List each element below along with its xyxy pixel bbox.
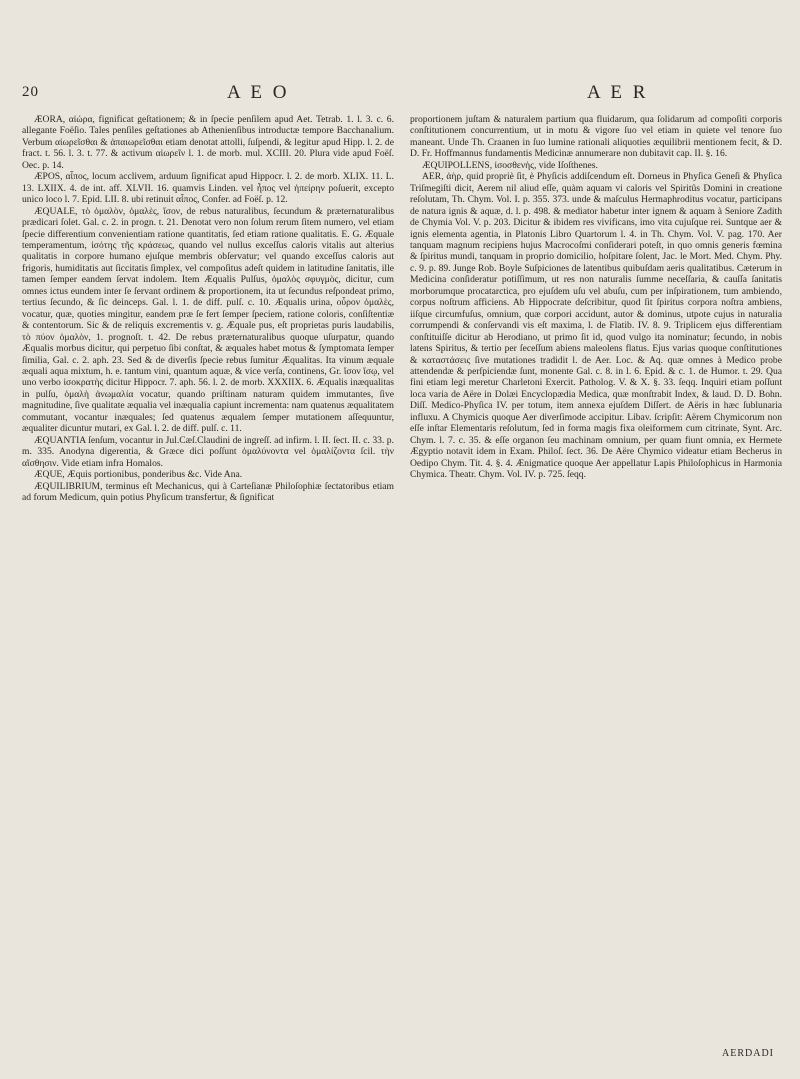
left-column: [22, 114, 394, 503]
text-columns: [22, 114, 782, 503]
entry-aeque: ÆQUE, Æquis portionibus, ponderibus &c. Vide Ana.: [34, 469, 243, 481]
page-header: [22, 82, 780, 110]
running-head-left: A E O: [227, 82, 290, 103]
entry-aequilibrium: ÆQUILIBRIUM, terminus eſt Mechanicus, qui à Carteſianæ Philoſophiæ ſectatoribus etiam ad forum Medicum, quin potius Phyſicum transfertur, & ſignificat: [22, 480, 394, 503]
entry-aer: AER, ἀὴρ, quid propriè ſit, è Phyſicis addiſcendum eſt. Dorneus in Phyſica Geneſi & Phyſica Triſmegiſti dicit, Aerem nil aliud eſſe, quàm aquam vi caloris vel Spiritûs Domini in creatione reſolutam, Th. Chym. Vol. I. p. 355. 373. unde & maſculus Hermaphroditus vocatur, participans de natura ignis & aquæ, d. l. p. 498. & mediator habetur inter ignem & aquam à Seniore Zadith de Chymia Vol. V. p. 203. Dicitur & ibidem res vivificans, imo vita cujuſque rei. Suntque aer & ignis elementa agentia, in Platonis Libro Quartorum l. 4. in Th. Chym. Vol. V. pag. 170. Aer tanquam magnum recipiens hujus Macrocoſmi conſiderari poteſt, in quo omnis generis fœmina & ſpiritus mundi, tanquam in proprio domicilio, hoſpitare ſolent, Jac. le Mort. Med. Chym. Phy. c. 9. p. 89. Junge Rob. Boyle Suſpiciones de latentibus quibuſdam aeris qualitatibus. Cæterum in Medicina conſideratur potiſſimum, ut res non naturalis ſumme neceſſaria, & cauſſa ſanitatis morborumque procatarctica, pro ejuſdem uſu vel abuſu, cum per inſpirationem, tum ambiendo, corpus noſtrum afficiens. Ab Hippocrate deſcribitur, quod ſit ſpiritus corpora noſtra ambiens, iiſque circumfuſus, omnium, quæ corpori accidunt, autor & dominus, utpote cujus in naturalia corrumpendi & conſervandi vis eſt maxima, l. de Flatib. IV. 8. 9. Triplicem ejus differentiam conſtituiſſe dicitur ab Herodiano, ut primo ſit id, quod vulgo ita nominatur; ſecundo, in nobis latens Spiritus, & tertio per ſeceſſum abiens maleolens flatus. Ejus varias quoque conſtitutiones & καταστάσεις ſive mutationes tradidit l. de Aer. Loc. & Aq. quæ omnes à Medico probe attendendæ & perſpiciendæ ſunt, monente Gal. c. 8. in l. 6. Epid. & c. 1. de Humor. t. 29. Qua fini etiam legi meretur Charletoni Exercit. Patholog. V. & X. §. 33. ſeqq. Inquiri etiam poſſunt loca varia de Aëre in Dolæi Encyclopædia Medica, quæ monſtrabit Index, & laud. D. D. Bohn. Diſſ. Medico-Phyſica IV. per totum, item annexa ejuſdem Diſſert. de Aëris in hæc ſublunaria influxu. A Chymicis quoque Aer diverſimode accipitur. Libav. ſcripſit: Aërem Chymicorum non eſſe inſtar Elementaris reſolutum, ſed in forma magis fixa oleiformem cum citrinate, Synt. Arc. Chym. l. 7. c. 35. & eſſe organon ſeu machinam omnium, per quam fiunt omnia, ex Hermete Ægyptio notavit idem in Exam. Philoſ. ſect. 36. De Aëre Chymico videatur etiam Becherus in Oedipo Chym. Tit. 4. §. 4. Ænigmatice quoque Aer appellatur Lapis Philoſophicus in Harmonia Chymica. Theatr. Chym. Vol. IV. p. 725. ſeqq.: [410, 171, 782, 481]
entry-aequilibrium-continued: proportionem juſtam & naturalem partium qua fluidarum, qua ſolidarum ad compoſiti corporis conſtitutionem concurrentium, ut in motu & vigore ſuo vel etiam in quiete vel tenore ſuo maneant. Unde Th. Craanen in ſuo lumine rationali aliquoties æquilibrii mentionem fecit, & D. D. Fr. Hoffmannus fundamentis Medicinæ annumerare non dubitavit cap. II. §. 16.: [410, 114, 782, 160]
entry-aeora: ÆORA, αἰώρα, fignificat geſtationem; & in ſpecie penſilem apud Aet. Tetrab. 1. l. 3. c. 6. allegante Foëſio. Tales penſiles geſtationes ab Athenienſibus introductæ tempore Bacchanalium. Verbum αἰωρεῖσθαι & ἀπαιωρεῖσθαι etiam denotat attolli, ſuſpendi, & legitur apud Hipp. l. 2. de fract. t. 56. l. 3. t. 77. & activum αἰωρεῖν l. 1. de morb. mul. XCIII. 20. Plura vide apud Foëſ. Oec. p. 14.: [22, 114, 394, 171]
running-head-right: A E R: [587, 82, 649, 103]
entry-aequantia: ÆQUANTIA ſenſum, vocantur in Jul.Cæſ.Claudini de ingreſſ. ad infirm. l. II. ſect. II. c. 33. p. m. 335. Anodyna digerentia, & Græce dici poſſunt ὁμαλύνοντα vel ὁμαλίζοντα ſcil. τὴν αἴσθησιν. Vide etiam infra Homalos.: [22, 434, 394, 469]
entry-aequale: ÆQUALE, τὸ ὁμαλὸν, ὁμαλὲς, ἴσον, de rebus naturalibus, ſecundum & præternaturalibus prædicari ſolet. Gal. c. 2. in progn. t. 21. Denotat vero non ſolum rerum ſitem numero, vel etiam ſpecie differentium convenientiam ratione quantitatis, ſed etiam ratione qualitatis. E. G. Æquale temperamentum, ἰσότης τῆς κράσεως, quando vel nullus exceſſus caloris vitalis aut alterius qualitatis in corpore humano ejuſque membris obſervatur; vel quando exceſſus caloris aut frigoris, humiditatis aut ſiccitatis ſimplex, vel compoſitus adeſt quidem in latitudine ſanitatis, ille tamen ſemper eandem ſervat indolem. Item Æqualis Pulſus, ὁμαλὸς σφυγμὸς, dicitur, cum omnes ictus eundem inter ſe ſervant ordinem & proportionem, ita ut ſecundus reſpondeat primo, tertius ſecundo, & ſic deinceps. Gal. l. 1. de diff. pulſ. c. 10. Æqualis urina, οὖρον ὁμαλὲς, vocatur, quæ, quoties mingitur, eandem præ ſe fert ſemper ſpeciem, ratione coloris, conſiſtentiæ & contentorum. Sic & de reliquis excrementis v. g. Æquale pus, eſt proprietas puris laudabilis, τὸ πύον ὁμαλὸν, 1. prognoſt. t. 42. De rebus præternaturalibus quoque uſurpatur, quando Æqualis morbus dicitur, qui perpetuo ſibi conſtat, & æquales habet motus & ſymptomata ſemper ſimilia, Gal. c. 2. aph. 23. Sed & de diverſis ſpecie rebus ſumitur Æqualitas. Ita vinum æquale æquali aqua mixtum, h. e. tantum vini, quantum aquæ, & vice verſa, continens, Gr. ἴσον ἴσῳ, vel uno verbo ἰσοκρατὴς dicitur Hippocr. 7. aph. 56. l. 2. de morb. XXXIIX. 6. Æqualis inæqualitas in pulſu, ὁμαλὴ ἀνωμαλία vocatur, quando priſtinam naturam quidem immutantes, ſive magnitudine, ſive qualitate æqualia vel inæqualia capiunt incrementa: nam quatenus æqualitatem commutant, vocantur inæquales; ſed quatenus æqualem ſemper mutationem aſſequuntur, æqualiter dicuntur mutari, ex Gal. l. 2. de diff. pulſ. c. 11.: [22, 205, 394, 435]
catchword: AERDADI: [722, 1048, 774, 1059]
entry-aequipollens: ÆQUIPOLLENS, ἰσοσθενὴς, vide Iſoſthenes.: [422, 159, 598, 171]
right-column: [410, 114, 782, 503]
entry-aepos: ÆPOS, αἶπος, locum acclivem, arduum ſignificat apud Hippocr. l. 2. de morb. XLIX. 11. L. 13. LXIIX. 4. de int. aff. XLVII. 16. quamvis Linden. vel ἦπος vel ἠπείρην poſuerit, excepto unico loco l. 7. Epid. LII. 8. ubi retinuit αἶπος, Confer. ad Foëſ. p. 12.: [22, 171, 394, 206]
page-number: 20: [22, 84, 39, 100]
